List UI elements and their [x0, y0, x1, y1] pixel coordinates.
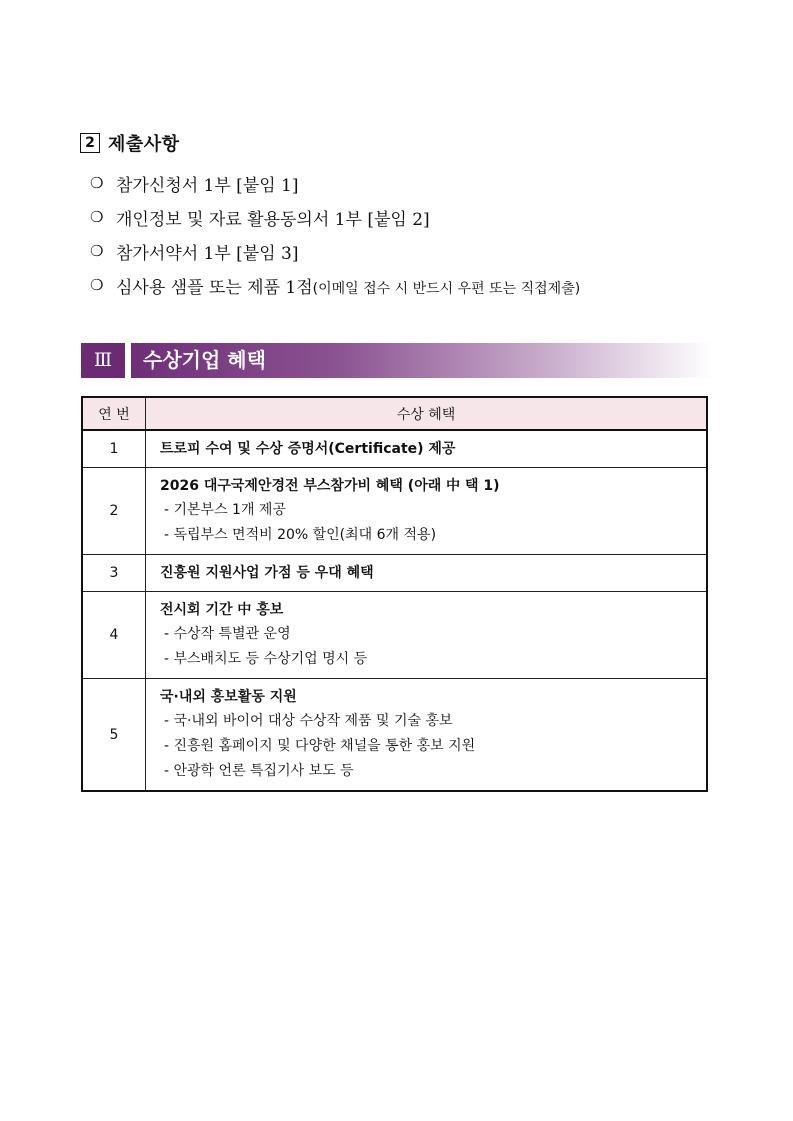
row-title: 트로피 수여 및 수상 증명서(Certificate) 제공: [160, 441, 456, 457]
circle-bullet-icon: ❍: [90, 174, 104, 192]
row-title: 전시회 기간 中 홍보: [160, 602, 284, 618]
row-sub-item: - 기본부스 1개 제공: [164, 502, 286, 518]
list-item-main: 심사용 샘플 또는 제품 1점: [116, 277, 313, 298]
section-2-heading: [80, 130, 180, 156]
table-header-row: [82, 397, 707, 430]
row-sub-item: - 진흥원 홈페이지 및 다양한 채널을 통한 홍보 지원: [164, 738, 476, 754]
row-sub-item: - 국·내외 바이어 대상 수상작 제품 및 기술 홍보: [164, 713, 453, 729]
table-row: [82, 555, 707, 592]
row-number: 1: [82, 430, 146, 468]
list-item-text: [116, 273, 580, 298]
circle-bullet-icon: ❍: [90, 208, 104, 226]
list-item: [90, 234, 580, 268]
roman-numeral-badge: Ⅲ: [81, 343, 125, 378]
row-number: 4: [82, 592, 146, 679]
table-row: [82, 468, 707, 555]
row-desc: [146, 555, 708, 592]
row-desc: [146, 430, 708, 468]
row-sub-item: - 독립부스 면적비 20% 할인(최대 6개 적용): [164, 527, 437, 543]
section-3-banner: [81, 343, 713, 378]
row-title: 국·내외 홍보활동 지원: [160, 689, 297, 705]
row-desc: [146, 679, 708, 792]
list-item-note: (이메일 접수 시 반드시 우편 또는 직접제출): [312, 280, 581, 297]
table-row: [82, 430, 707, 468]
section-title: 제출사항: [108, 134, 180, 155]
list-item: [90, 166, 580, 200]
row-number: 5: [82, 679, 146, 792]
list-item-text: 참가서약서 1부 [붙임 3]: [116, 243, 299, 264]
list-item: [90, 268, 580, 302]
table-row: [82, 592, 707, 679]
row-number: 2: [82, 468, 146, 555]
section-number-box: 2: [80, 133, 100, 153]
row-desc: [146, 468, 708, 555]
list-item: [90, 200, 580, 234]
circle-bullet-icon: ❍: [90, 276, 104, 294]
row-sub-item: - 수상작 특별관 운영: [164, 626, 291, 642]
circle-bullet-icon: ❍: [90, 242, 104, 260]
list-item-text: 개인정보 및 자료 활용동의서 1부 [붙임 2]: [116, 209, 430, 230]
section-title: 수상기업 혜택: [131, 343, 713, 378]
header-no: 연 번: [82, 397, 146, 430]
row-title: 진흥원 지원사업 가점 등 우대 혜택: [160, 565, 374, 581]
header-benefit: 수상 혜택: [146, 397, 708, 430]
row-desc: [146, 592, 708, 679]
row-sub-item: - 부스배치도 등 수상기업 명시 등: [164, 651, 368, 667]
row-number: 3: [82, 555, 146, 592]
submission-list: [90, 166, 580, 302]
list-item-text: 참가신청서 1부 [붙임 1]: [116, 175, 299, 196]
row-title: 2026 대구국제안경전 부스참가비 혜택 (아래 中 택 1): [160, 478, 500, 494]
table-row: [82, 679, 707, 792]
benefits-table: [81, 396, 708, 792]
row-sub-item: - 안광학 언론 특집기사 보도 등: [164, 763, 354, 779]
